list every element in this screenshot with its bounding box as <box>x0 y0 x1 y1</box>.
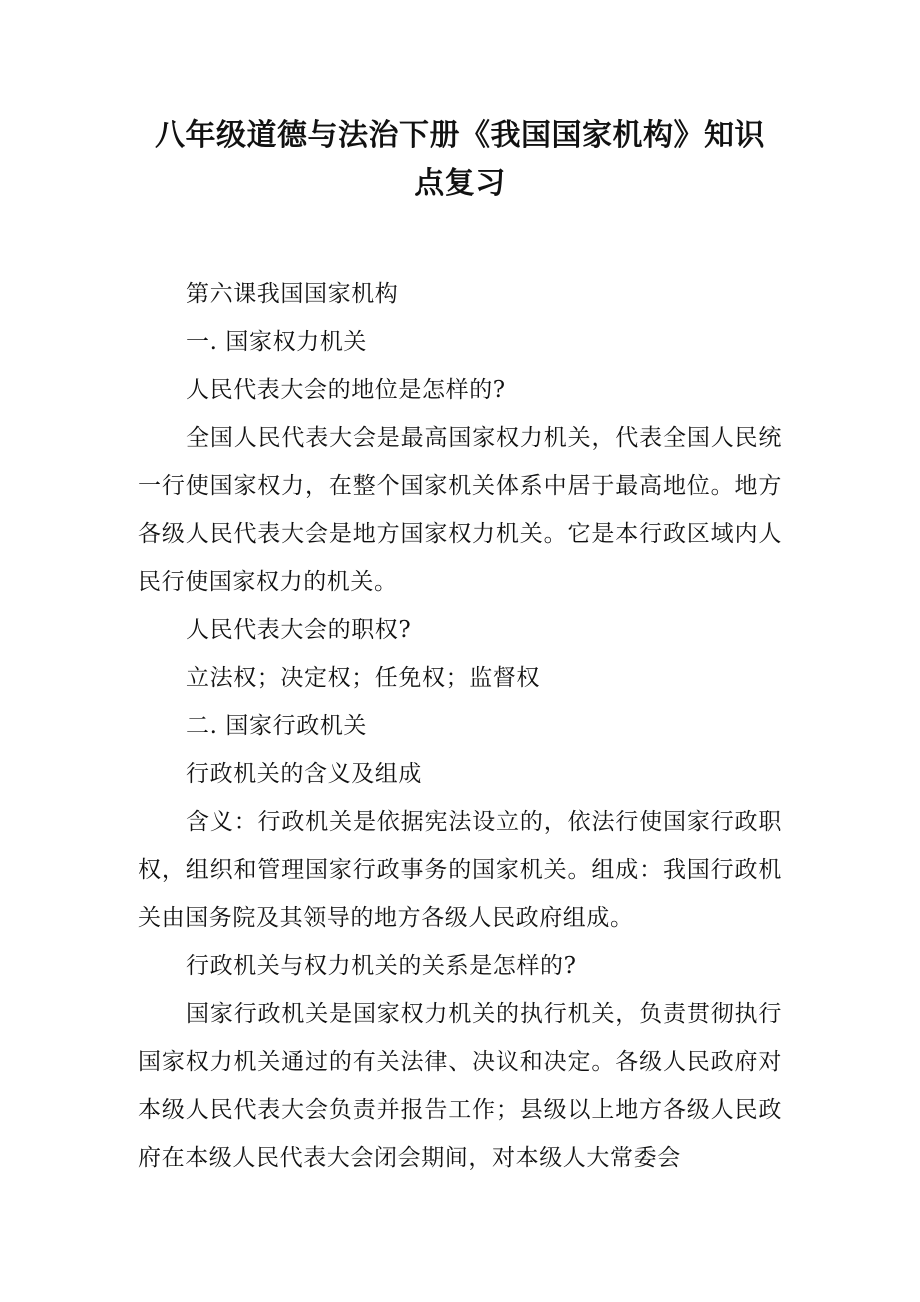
question-2: 人民代表大会的职权? <box>186 617 412 643</box>
section-heading-1: 一. 国家权力机关 <box>186 329 368 355</box>
question-4: 行政机关与权力机关的关系是怎样的? <box>186 953 577 979</box>
answer-2: 立法权；决定权；任免权；监督权 <box>186 665 540 691</box>
answer-1: 全国人民代表大会是最高国家权力机关，代表全国人民统一行使国家权力，在整个国家机关体系中居于最高地位。地方各级人民代表大会是地方国家权力机关。它是本行政区域内人民行使国家权力的机关。 <box>138 425 782 595</box>
document-body <box>138 270 782 1182</box>
question-3: 行政机关的含义及组成 <box>186 761 422 787</box>
lesson-heading: 第六课我国国家机构 <box>186 281 399 307</box>
answer-4: 国家行政机关是国家权力机关的执行机关，负责贯彻执行国家权力机关通过的有关法律、决议和决定。各级人民政府对本级人民代表大会负责并报告工作；县级以上地方各级人民政府在本级人民代表大会闭会期间，对本级人大常委会 <box>138 1001 782 1171</box>
document-title: 八年级道德与法治下册《我国国家机构》知识点复习 <box>155 118 765 201</box>
question-1: 人民代表大会的地位是怎样的? <box>186 377 506 403</box>
section-heading-2: 二. 国家行政机关 <box>186 713 368 739</box>
answer-3: 含义：行政机关是依据宪法设立的，依法行使国家行政职权，组织和管理国家行政事务的国家机关。组成：我国行政机关由国务院及其领导的地方各级人民政府组成。 <box>138 809 782 931</box>
